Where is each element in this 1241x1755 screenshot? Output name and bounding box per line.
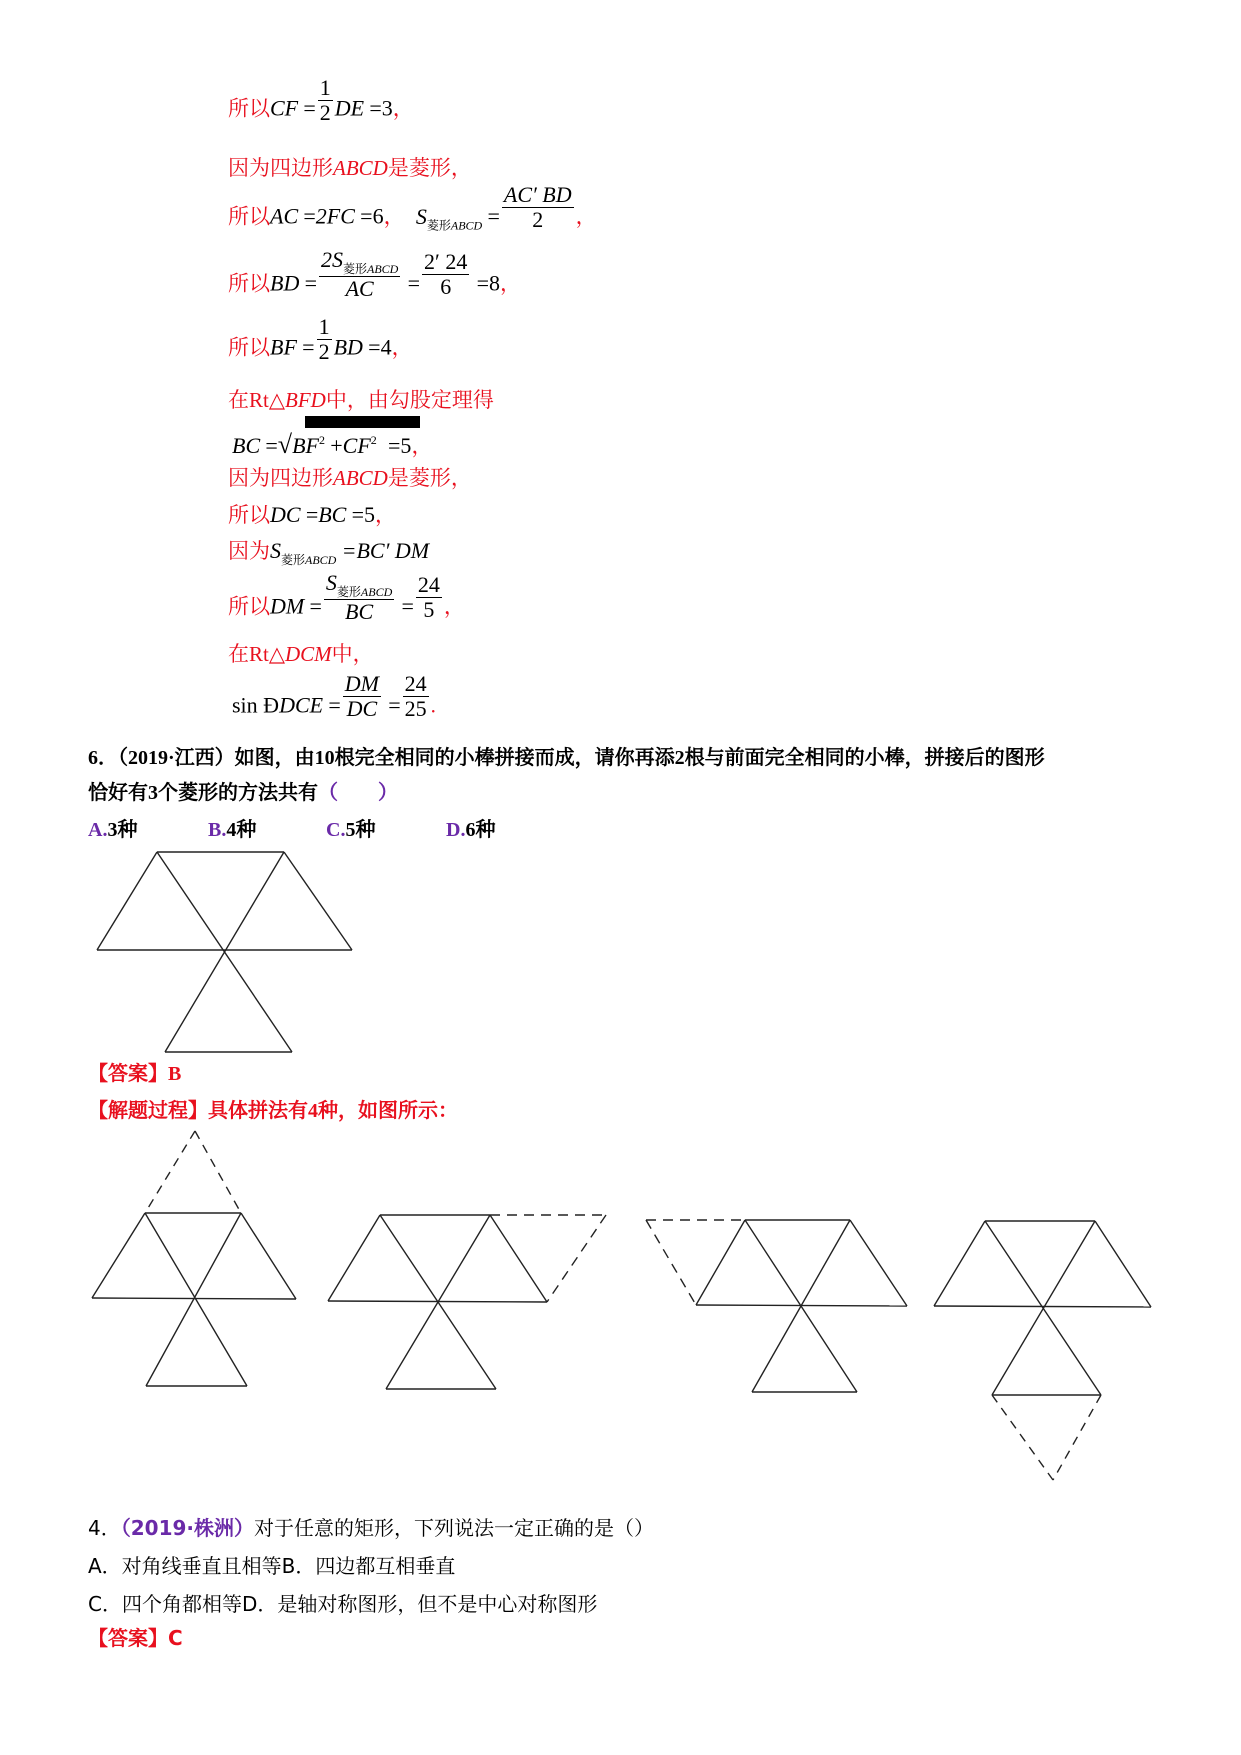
denominator: 5 [423, 597, 435, 623]
answer-label: 【答案】 [88, 1626, 168, 1650]
subscript-cn: 菱形 [426, 218, 451, 233]
question4-stem [88, 1518, 654, 1538]
value: 6 [372, 203, 384, 229]
area-symbol: S [270, 538, 281, 563]
sqrt-icon: √ [277, 430, 293, 459]
punct: ， [383, 204, 405, 229]
equals: = [309, 593, 322, 619]
option-text: 5种 [345, 819, 376, 841]
numerator: 24 [417, 572, 440, 597]
sin-function: sin Ð [232, 692, 280, 718]
math-var: CF [270, 95, 299, 121]
subscript-var: ABCD [305, 553, 337, 567]
plus: + [330, 433, 343, 458]
equals: = [302, 334, 315, 360]
step-prefix: 因为四边形 [228, 156, 333, 180]
process-text: 具体拼法有4种，如图所示： [208, 1100, 458, 1122]
math-var: ABCD [333, 466, 388, 490]
process-label: 【解题过程】 [88, 1100, 208, 1122]
option-letter: A. [88, 819, 108, 841]
denominator: AC [345, 276, 374, 302]
step-prefix: 因为 [228, 539, 270, 563]
subscript-var: ABCD [450, 218, 483, 233]
solution-figure-2 [328, 1215, 606, 1389]
option-text: A．对角线垂直且相等B．四边都互相垂直 [88, 1554, 456, 1578]
numerator: AC′ BD [503, 182, 572, 207]
question-number: 6． [88, 747, 118, 769]
math-var: BC [318, 502, 347, 527]
punct: ， [411, 434, 433, 458]
answer-label: 【答案】 [88, 1063, 168, 1085]
value: =5 [388, 433, 412, 458]
question-text: 对于任意的矩形，下列说法一定正确的是（） [254, 1516, 654, 1540]
punct: ， [443, 594, 465, 619]
equals: = [265, 433, 278, 458]
question4-options-1 [88, 1556, 455, 1576]
math-var: BC [232, 433, 261, 458]
question-text: 如图，由10根完全相同的小棒拼接而成，请你再添2根与前面完全相同的小棒，拼接后的图形 [234, 747, 1045, 769]
option-text: C．四个角都相等D．是轴对称图形，但不是中心对称图形 [88, 1592, 598, 1616]
denominator: 2 [318, 339, 330, 365]
question-number: 4． [88, 1516, 121, 1540]
option-text: 4种 [226, 819, 257, 841]
denominator: 25 [404, 696, 427, 722]
denominator: 6 [440, 274, 452, 300]
math-var: DCE [279, 692, 324, 718]
step-prefix: 所以 [228, 594, 270, 619]
numerator: 1 [318, 314, 330, 339]
step-prefix: 所以 [228, 503, 270, 527]
math-var: BF [292, 433, 319, 458]
step-bd: 所以BD = $\frac{2S_{菱形ABCD}}{AC}$ = $\frac{2' 24}{6}$ =8， [228, 247, 522, 302]
punct: ， [575, 204, 597, 229]
step-sin: sin ÐDCE = $\frac{DM}{DC}$ = $\frac{24}{25}$ . [232, 671, 436, 722]
subscript-cn: 菱形 [281, 553, 306, 567]
solution-figure-3 [646, 1220, 907, 1392]
math-var: BD [270, 270, 300, 296]
numerator: 2′ 24 [424, 249, 468, 274]
option-text: 6种 [465, 819, 496, 841]
denominator: BC [345, 599, 374, 625]
punct: ， [375, 503, 397, 527]
equals: = [487, 203, 500, 229]
step-suffix: 是菱形， [387, 466, 472, 490]
punct: ， [391, 335, 413, 360]
math-var: BF [270, 334, 297, 360]
step-dm: 所以DM = $\frac{S_{菱形ABCD}}{BC}$ = $\frac{24}{5}$ ， [228, 570, 465, 625]
equals: = [360, 203, 373, 229]
math-var: BD [333, 334, 363, 360]
question-text: 恰好有3个菱形的方法共有 [88, 782, 318, 804]
math-expr: =BC′ DM [341, 538, 430, 563]
step-prefix: 所以 [228, 271, 270, 296]
numerator: 24 [404, 671, 427, 696]
equals: = [305, 502, 319, 527]
denominator: DC [346, 696, 378, 722]
step-bf: 所以BF = $\frac{1}{2}$ BD =4， [228, 314, 413, 365]
option-letter: C. [326, 819, 346, 841]
equals: = [303, 95, 316, 121]
step-prefix: 所以 [228, 335, 270, 360]
math-var: DC [270, 502, 301, 527]
subscript-cn: 菱形 [336, 585, 361, 599]
answer-blank: （ ） [318, 782, 398, 804]
numerator: DM [344, 671, 379, 696]
math-var: DCM [285, 642, 332, 666]
answer-value: C [168, 1626, 183, 1650]
subscript-var: ABCD [367, 262, 399, 276]
value: 4 [380, 334, 392, 360]
punct: . [430, 693, 436, 718]
step-prefix: 因为四边形 [228, 466, 333, 490]
math-var: AC [270, 203, 299, 229]
numerator-symbol: S [325, 570, 337, 595]
subscript-cn: 菱形 [343, 262, 368, 276]
math-var: CF [342, 433, 371, 458]
math-var: BFD [285, 388, 326, 412]
equals: = [303, 203, 316, 229]
denominator: 2 [532, 207, 544, 233]
equals: = [304, 270, 317, 296]
step-suffix: 中， [331, 642, 374, 666]
math-var: DM [270, 593, 305, 619]
numerator: 1 [319, 75, 331, 100]
punct: ， [392, 96, 414, 121]
superscript: 2 [370, 433, 377, 447]
step-suffix: 是菱形， [387, 156, 472, 180]
value: 8 [489, 270, 501, 296]
math-var: DE [334, 95, 365, 121]
step-prefix: 在Rt△ [228, 642, 285, 666]
value: 3 [381, 95, 393, 121]
option-letter: B. [208, 819, 227, 841]
question-figure [97, 852, 352, 1052]
denominator: 2 [319, 100, 331, 126]
area-symbol: S [415, 203, 427, 229]
step-prefix: 所以 [228, 96, 270, 121]
equals: = [328, 692, 341, 718]
punct: ， [500, 271, 522, 296]
option-letter: D. [446, 819, 466, 841]
equals: = [369, 95, 382, 121]
question4-answer [88, 1628, 183, 1648]
subscript-var: ABCD [360, 585, 393, 599]
solution-figure-4 [934, 1221, 1151, 1480]
step-prefix: 在Rt△ [228, 388, 285, 412]
numerator-coef: 2S [321, 247, 343, 272]
step-suffix: 中，由勾股定理得 [325, 388, 494, 412]
superscript: 2 [318, 433, 325, 447]
answer-value: B [168, 1063, 182, 1085]
math-var: 2FC [315, 203, 355, 229]
question4-options-2 [88, 1594, 597, 1614]
question-source: （2019·江西） [118, 747, 235, 769]
solution-figure-1 [92, 1131, 296, 1386]
step-prefix: 所以 [228, 204, 270, 229]
value: =5 [351, 502, 376, 527]
question-source: （2019·株洲） [120, 1516, 254, 1540]
math-var: ABCD [333, 156, 388, 180]
option-text: 3种 [107, 819, 138, 841]
